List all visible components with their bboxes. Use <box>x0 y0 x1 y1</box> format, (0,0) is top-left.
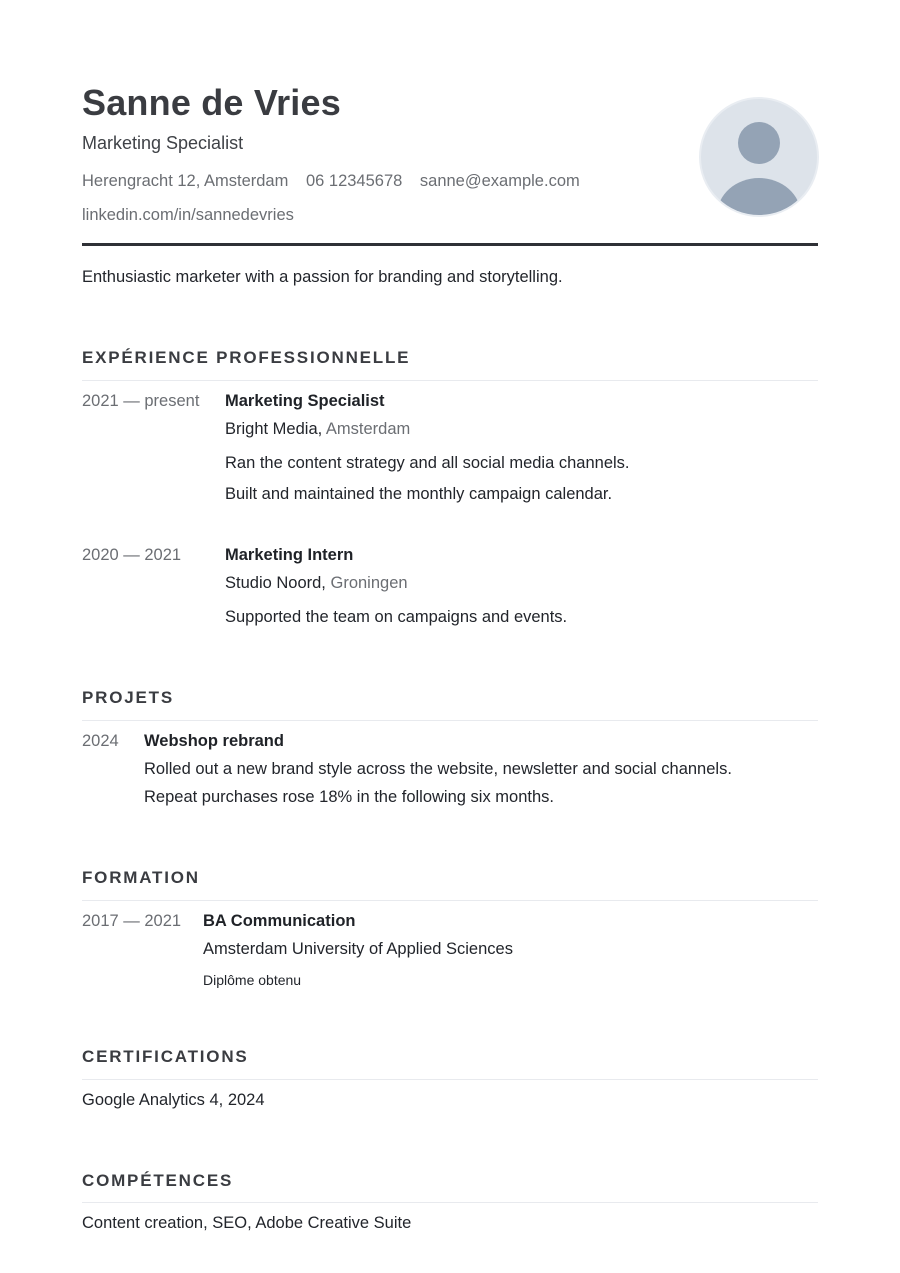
candidate-name: Sanne de Vries <box>82 82 341 123</box>
avatar-head <box>738 122 780 164</box>
experience-dates: 2021 — present <box>82 392 200 410</box>
resume-page <box>82 0 818 1273</box>
project-description: Rolled out a new brand style across the website, newsletter and social channels. <box>144 760 732 778</box>
contact-email: sanne@example.com <box>419 172 580 190</box>
skills-text: Content creation, SEO, Adobe Creative Suite <box>82 1214 412 1232</box>
section-title-certifications: CERTIFICATIONS <box>82 1047 249 1066</box>
project-year: 2024 <box>82 732 119 750</box>
avatar-body <box>717 178 801 215</box>
candidate-headline: Marketing Specialist <box>82 133 244 153</box>
section-divider <box>82 720 818 721</box>
experience-location: Amsterdam <box>325 420 411 438</box>
section-title-education: FORMATION <box>82 868 200 887</box>
certifications-text: Google Analytics 4, 2024 <box>82 1091 265 1109</box>
contact-details <box>82 172 593 191</box>
experience-role: Marketing Specialist <box>225 392 385 410</box>
section-divider <box>82 380 818 381</box>
experience-company-line <box>225 420 410 439</box>
person-silhouette-icon <box>701 99 817 215</box>
profile-summary: Enthusiastic marketer with a passion for branding and storytelling. <box>82 268 563 286</box>
experience-role: Marketing Intern <box>225 546 354 564</box>
experience-bullet: Supported the team on campaigns and events. <box>225 608 568 626</box>
experience-dates: 2020 — 2021 <box>82 546 182 564</box>
experience-bullet: Built and maintained the monthly campaign calendar. <box>225 485 613 503</box>
project-name: Webshop rebrand <box>144 732 284 750</box>
experience-company: Bright Media, <box>225 420 323 438</box>
header-divider <box>82 243 818 246</box>
experience-company-line <box>225 574 408 593</box>
section-divider <box>82 1079 818 1080</box>
education-note: Diplôme obtenu <box>203 972 302 988</box>
education-degree: BA Communication <box>203 912 356 930</box>
experience-location: Groningen <box>330 574 408 592</box>
project-description: Repeat purchases rose 18% in the following six months. <box>144 788 554 806</box>
section-divider <box>82 900 818 901</box>
contact-address: Herengracht 12, Amsterdam <box>82 172 289 190</box>
experience-company: Studio Noord, <box>225 574 326 592</box>
section-title-skills: COMPÉTENCES <box>82 1171 234 1190</box>
section-divider <box>82 1202 818 1203</box>
contact-linkedin: linkedin.com/in/sannedevries <box>82 206 294 224</box>
education-dates: 2017 — 2021 <box>82 912 182 930</box>
education-school: Amsterdam University of Applied Sciences <box>203 940 513 958</box>
resume-header <box>82 0 818 247</box>
contact-phone: 06 12345678 <box>305 172 403 190</box>
avatar <box>699 97 819 217</box>
experience-bullet: Ran the content strategy and all social media channels. <box>225 454 630 472</box>
section-title-experience: EXPÉRIENCE PROFESSIONNELLE <box>82 348 411 367</box>
section-title-projects: PROJETS <box>82 688 174 707</box>
